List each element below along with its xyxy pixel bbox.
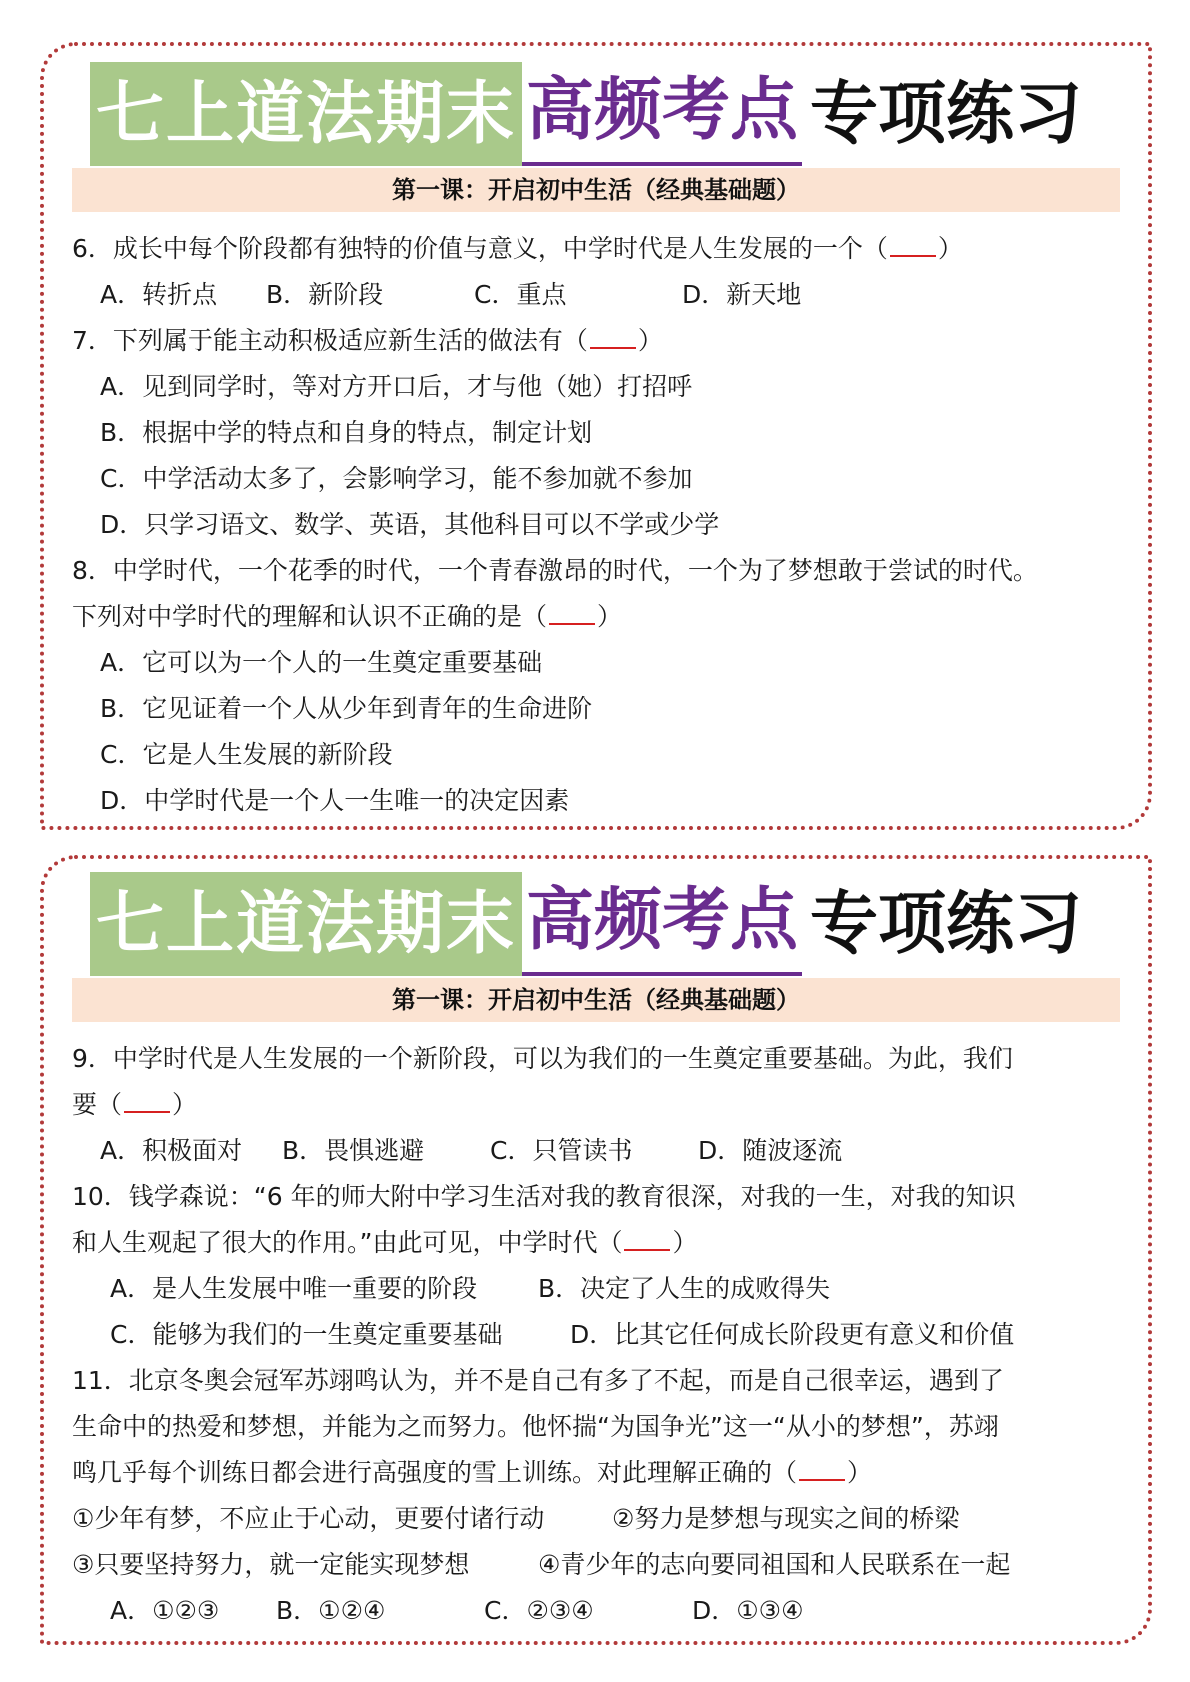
option-d[interactable]: D．中学时代是一个人一生唯一的决定因素: [100, 786, 570, 815]
answer-blank[interactable]: [590, 321, 636, 349]
question-stem: 11．北京冬奥会冠军苏翊鸣认为，并不是自己有多了不起，而是自己很幸运，遇到了: [72, 1366, 1004, 1395]
option-b[interactable]: B．新阶段: [266, 280, 384, 309]
option-a[interactable]: A．是人生发展中唯一重要的阶段: [110, 1274, 478, 1303]
title-highlight-green: 七上道法期末: [90, 872, 522, 976]
statement-4: ④青少年的志向要同祖国和人民联系在一起: [538, 1550, 1011, 1579]
option-c[interactable]: C．它是人生发展的新阶段: [100, 740, 393, 769]
statement-1: ①少年有梦，不应止于心动，更要付诸行动: [72, 1504, 545, 1533]
options-row: [72, 272, 1132, 318]
question-stem: 6．成长中每个阶段都有独特的价值与意义，中学时代是人生发展的一个（ ）: [72, 226, 1132, 272]
title-suffix: 专项练习: [810, 884, 1083, 964]
option-a[interactable]: A．它可以为一个人的一生奠定重要基础: [100, 648, 543, 677]
option-a[interactable]: A．转折点: [100, 280, 218, 309]
answer-blank[interactable]: [890, 229, 936, 257]
statements-row: [72, 1542, 1132, 1588]
option-d[interactable]: D．比其它任何成长阶段更有意义和价值: [570, 1320, 1015, 1349]
options-row: [72, 1312, 1132, 1358]
option-b[interactable]: B．它见证着一个人从少年到青年的生命进阶: [100, 694, 593, 723]
title-highlight-green: 七上道法期末: [90, 62, 522, 166]
option-c[interactable]: C．重点: [474, 280, 567, 309]
option-d[interactable]: D．新天地: [682, 280, 802, 309]
question-stem: 7．下列属于能主动积极适应新生活的做法有（ ）: [72, 318, 1132, 364]
statement-2: ②努力是梦想与现实之间的桥梁: [612, 1504, 960, 1533]
answer-blank[interactable]: [799, 1453, 845, 1481]
question-stem: 鸣几乎每个训练日都会进行高强度的雪上训练。对此理解正确的（ ）: [72, 1450, 1132, 1496]
options-row: [72, 1128, 1132, 1174]
option-d[interactable]: D．只学习语文、数学、英语，其他科目可以不学或少学: [100, 510, 720, 539]
options-row: [72, 1266, 1132, 1312]
statements-row: [72, 1496, 1132, 1542]
question-stem: 8．中学时代，一个花季的时代，一个青春激昂的时代，一个为了梦想敢于尝试的时代。: [72, 556, 1038, 585]
option-a[interactable]: A．见到同学时，等对方开口后，才与他（她）打招呼: [100, 372, 693, 401]
question-stem: 下列对中学时代的理解和认识不正确的是（ ）: [72, 594, 1132, 640]
option-b[interactable]: B．①②④: [276, 1596, 386, 1625]
page-title: [90, 56, 1082, 166]
option-c[interactable]: C．②③④: [484, 1596, 594, 1625]
question-stem: 要（ ）: [72, 1082, 1132, 1128]
question-stem: 和人生观起了很大的作用。”由此可见，中学时代（ ）: [72, 1220, 1132, 1266]
option-b[interactable]: B．畏惧逃避: [282, 1136, 425, 1165]
option-c[interactable]: C．只管读书: [490, 1136, 633, 1165]
question-stem: 10．钱学森说：“6 年的师大附中学习生活对我的教育很深，对我的一生，对我的知识: [72, 1182, 1016, 1211]
question-9-11: [72, 1036, 1132, 1634]
option-b[interactable]: B．决定了人生的成败得失: [538, 1274, 831, 1303]
question-stem: 9．中学时代是人生发展的一个新阶段，可以为我们的一生奠定重要基础。为此，我们: [72, 1044, 1013, 1073]
question-stem: 生命中的热爱和梦想，并能为之而努力。他怀揣“为国争光”这一“从小的梦想”，苏翊: [72, 1412, 999, 1441]
title-suffix: 专项练习: [810, 74, 1083, 154]
option-b[interactable]: B．根据中学的特点和自身的特点，制定计划: [100, 418, 593, 447]
option-c[interactable]: C．能够为我们的一生奠定重要基础: [110, 1320, 503, 1349]
option-d[interactable]: D．①③④: [692, 1596, 804, 1625]
option-d[interactable]: D．随波逐流: [698, 1136, 843, 1165]
answer-blank[interactable]: [624, 1223, 670, 1251]
page-title: [90, 866, 1082, 976]
title-highlight-purple: 高频考点: [522, 868, 802, 976]
lesson-banner: 第一课：开启初中生活（经典基础题）: [72, 168, 1120, 212]
option-a[interactable]: A．①②③: [110, 1596, 220, 1625]
question-6: [72, 226, 1132, 824]
lesson-banner: 第一课：开启初中生活（经典基础题）: [72, 978, 1120, 1022]
answer-blank[interactable]: [124, 1085, 170, 1113]
statement-3: ③只要坚持努力，就一定能实现梦想: [72, 1550, 470, 1579]
option-c[interactable]: C．中学活动太多了，会影响学习，能不参加就不参加: [100, 464, 693, 493]
options-row: [72, 1588, 1132, 1634]
option-a[interactable]: A．积极面对: [100, 1136, 243, 1165]
answer-blank[interactable]: [549, 597, 595, 625]
title-highlight-purple: 高频考点: [522, 58, 802, 166]
